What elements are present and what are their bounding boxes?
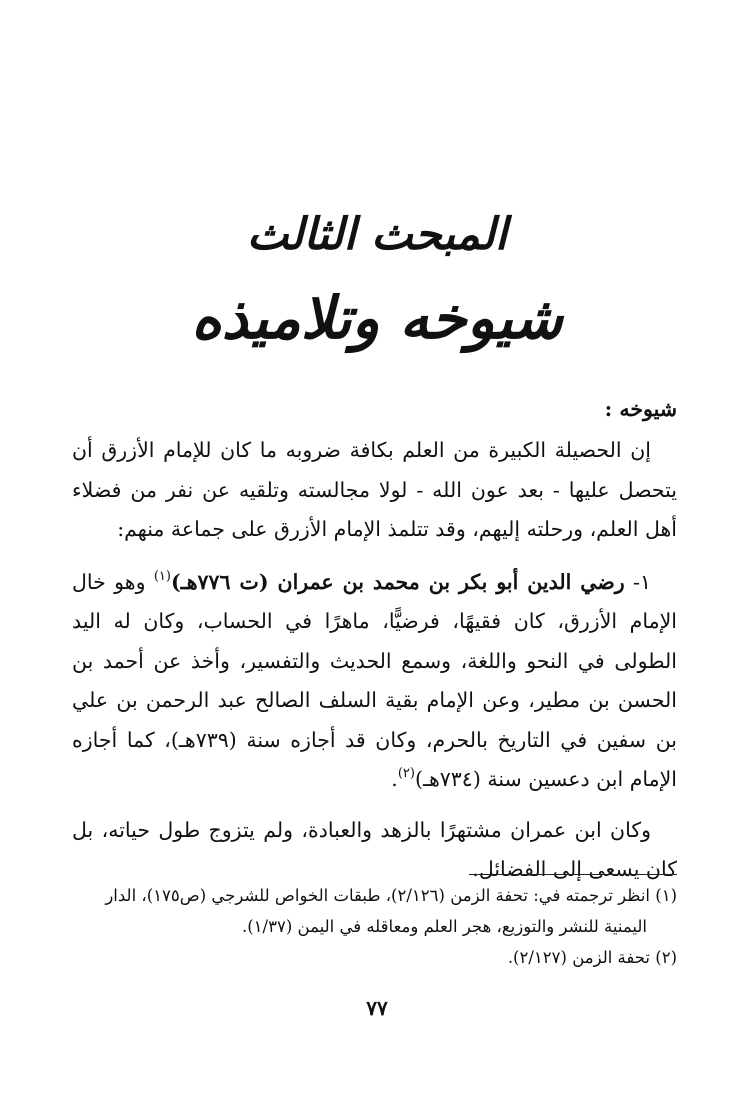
entry-number: ١- <box>624 569 652 594</box>
footnotes <box>72 880 677 973</box>
footnote-divider <box>469 874 677 875</box>
chapter-title: شيوخه وتلاميذه <box>191 284 563 352</box>
entry-paragraph <box>72 563 677 800</box>
intro-paragraph: إن الحصيلة الكبيرة من العلم بكافة ضروبه ما كان للإمام الأزرق أن يتحصل عليها - بعد عون الله - لولا مجالسته وتلقيه عن نفر من فضلاء أهل العلم، ورحلته إليهم، وقد تتلمذ الإمام الأزرق على جماعة منهم: <box>72 438 677 541</box>
chapter-label: المبحث الثالث <box>246 209 508 260</box>
footnote-2: (٢) تحفة الزمن (٢/١٢٧). <box>507 948 677 967</box>
page-number: ٧٧ <box>366 996 388 1020</box>
footnote-ref-1[interactable]: (١) <box>153 568 171 584</box>
entry-text: وهو خال الإمام الأزرق، كان فقيهًا، فرضيًّا، ماهرًا في الحساب، وكان له اليد الطولى في النحو واللغة، وسمع الحديث والتفسير، وأخذ عن أحمد بن الحسن بن مطير، وعن الإمام بقية السلف الصالح عبد الرحمن بن علي بن سفين في التاريخ بالحرم، وكان قد أجازه سنة (٧٣٩هـ)، كما أجازه الإمام ابن دعسين سنة (٧٣٤هـ) <box>72 569 678 791</box>
entry-name: رضي الدين أبو بكر بن محمد بن عمران (ت ٧٧٦هـ) <box>170 569 625 594</box>
footnote-1-line-1: (١) انظر ترجمته في: تحفة الزمن (٢/١٢٦)، طبقات الخواص للشرجي (ص١٧٥)، الدار <box>105 886 677 905</box>
footnote-1-line-2: اليمنية للنشر والتوزيع، هجر العلم ومعاقله في اليمن (١/٣٧). <box>241 917 647 936</box>
closing-paragraph: وكان ابن عمران مشتهرًا بالزهد والعبادة، ولم يتزوج طول حياته، بل كان يسعى إلى الفضائل. <box>72 817 677 881</box>
main-text <box>72 390 677 890</box>
entry-end: . <box>391 767 398 791</box>
footnote-ref-2[interactable]: (٢) <box>397 766 415 781</box>
section-heading: شيوخه : <box>604 397 677 421</box>
